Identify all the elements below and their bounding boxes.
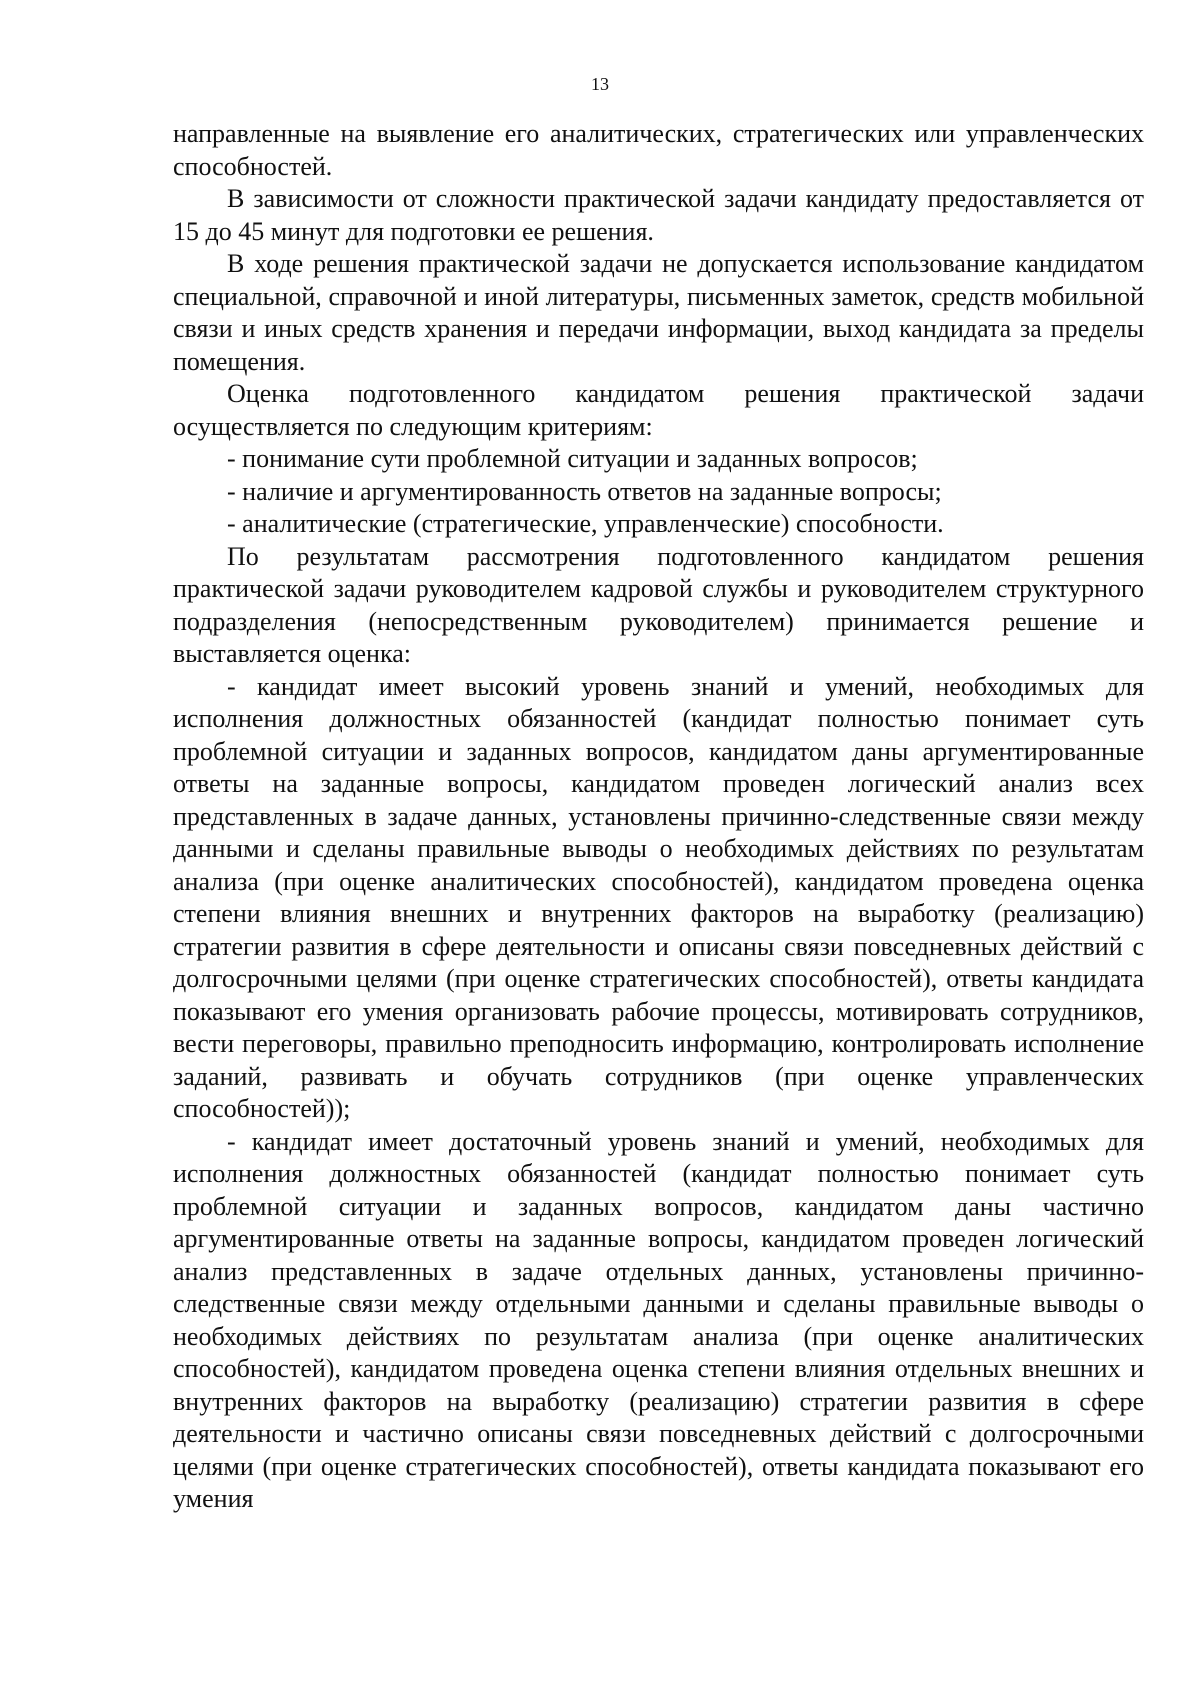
list-item-criterion-2: - наличие и аргументированность ответов на заданные вопросы;: [227, 476, 942, 506]
list-item-sufficient-level: - кандидат имеет достаточный уровень знаний и умений, необходимых для исполнения должностных обязанностей (кандидат полностью понимает суть проблемной ситуации и заданных вопросов, кандидатом даны частично аргументированные ответы на заданные вопросы, кандидатом проведен логический анализ представленных в задаче отдельных данных, установлены причинно-следственные связи между отдельными данными и сделаны правильные выводы о необходимых действиях по результатам анализа (при оценке аналитических способностей), кандидатом проведена оценка степени влияния отдельных внешних и внутренних факторов на выработку (реализацию) стратегии развития в сфере деятельности и частично описаны связи повседневных действий с долгосрочными целями (при оценке стратегических способностей), ответы кандидата показывают его умения: [173, 1126, 1144, 1513]
list-item-high-level: - кандидат имеет высокий уровень знаний и умений, необходимых для исполнения должностных обязанностей (кандидат полностью понимает суть проблемной ситуации и заданных вопросов, кандидатом даны аргументированные ответы на заданные вопросы, кандидатом проведен логический анализ всех представленных в задаче данных, установлены причинно-следственные связи между данными и сделаны правильные выводы о необходимых действиях по результатам анализа (при оценке аналитических способностей), кандидатом проведена оценка степени влияния внешних и внутренних факторов на выработку (реализацию) стратегии развития в сфере деятельности и описаны связи повседневных действий с долгосрочными целями (при оценке стратегических способностей), ответы кандидата показывают его умения организовать рабочие процессы, мотивировать сотрудников, вести переговоры, правильно преподносить информацию, контролировать исполнение заданий, развивать и обучать сотрудников (при оценке управленческих способностей));: [173, 671, 1144, 1123]
paragraph-criteria-intro: Оценка подготовленного кандидатом решения практической задачи осуществляется по следующим критериям:: [173, 379, 1144, 441]
paragraph-evaluation-decision: По результатам рассмотрения подготовленного кандидатом решения практической задачи руководителем кадровой службы и руководителем структурного подразделения (непосредственным руководителем) принимается решение и выставляется оценка:: [173, 541, 1144, 668]
paragraph-restrictions: В ходе решения практической задачи не допускается использование кандидатом специальной, справочной и иной литературы, письменных заметок, средств мобильной связи и иных средств хранения и передачи информации, выход кандидата за пределы помещения.: [173, 249, 1144, 376]
page-number: 13: [591, 74, 609, 94]
list-item-criterion-1: - понимание сути проблемной ситуации и заданных вопросов;: [227, 444, 918, 473]
document-body: [173, 118, 1144, 1516]
list-item-criterion-3: - аналитические (стратегические, управленческие) способности.: [227, 509, 944, 538]
paragraph-continuation: направленные на выявление его аналитических, стратегических или управленческих способностей.: [173, 119, 1144, 181]
paragraph-preparation-time: В зависимости от сложности практической задачи кандидату предоставляется от 15 до 45 минут для подготовки ее решения.: [173, 184, 1144, 246]
